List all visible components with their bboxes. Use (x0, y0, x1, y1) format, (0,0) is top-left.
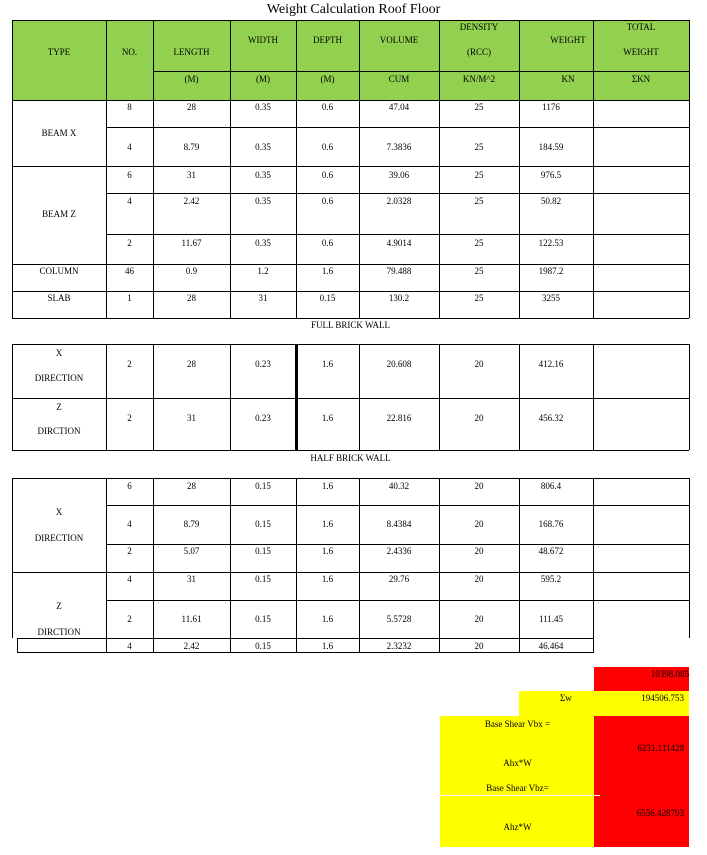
cell-volume: 4.9014 (386, 238, 412, 248)
cell-density: 20 (474, 546, 484, 556)
unit-density: KN/M^2 (462, 74, 496, 84)
unit-weight: KN (561, 74, 575, 84)
header-width: WIDTH (248, 35, 278, 45)
cell-length: 2.42 (183, 196, 200, 206)
cell-width: 0.35 (255, 238, 271, 248)
cell-length: 31 (187, 413, 196, 423)
cell-weight: 456.32 (538, 413, 564, 423)
sum-w-value: 194506.753 (641, 693, 684, 703)
header-depth: DEPTH (313, 35, 342, 45)
cell-volume: 20.608 (386, 359, 412, 369)
header-total: TOTAL (626, 22, 656, 32)
group-column: COLUMN (39, 266, 79, 276)
cell-density: 25 (474, 293, 484, 303)
cell-volume: 40.32 (388, 481, 410, 491)
cell-no: 2 (127, 359, 132, 369)
group-slab: SLAB (47, 293, 71, 303)
cell-volume: 2.3232 (386, 641, 412, 651)
cell-length: 28 (187, 359, 196, 369)
cell-weight: 46.464 (538, 641, 564, 651)
cell-length: 31 (187, 574, 196, 584)
cell-weight: 50.82 (540, 196, 562, 206)
cell-length: 8.79 (183, 519, 200, 529)
cell-weight: 111.45 (538, 614, 564, 624)
vbz-value: 6556.428793 (636, 808, 684, 818)
cell-depth: 0.6 (321, 102, 334, 112)
cell-volume: 22.816 (386, 413, 412, 423)
cell-length: 11.61 (181, 614, 202, 624)
cell-length: 28 (187, 102, 196, 112)
cell-depth: 1.6 (321, 413, 334, 423)
cell-weight: 412.16 (538, 359, 564, 369)
cell-volume: 2.0328 (386, 196, 412, 206)
cell-no: 4 (127, 142, 132, 152)
cell-volume: 39.06 (388, 170, 410, 180)
vbx-formula: Ahx*W (503, 758, 532, 768)
cell-width: 0.15 (255, 481, 271, 491)
cell-no: 1 (127, 293, 132, 303)
cell-density: 20 (474, 359, 484, 369)
cell-density: 25 (474, 102, 484, 112)
section-full-brick-wall: FULL BRICK WALL (310, 320, 390, 330)
header-type: TYPE (47, 47, 71, 57)
cell-density: 20 (474, 641, 484, 651)
cell-density: 25 (474, 142, 484, 152)
vbx-value: 6231.111428 (637, 743, 684, 753)
cell-length: 31 (187, 170, 196, 180)
cell-depth: 0.6 (321, 238, 334, 248)
unit-total: ΣKN (631, 74, 651, 84)
group-fbw-z-line1: Z (56, 402, 62, 412)
cell-width: 0.15 (255, 519, 271, 529)
group-hbw-z-line2: DIRCTION (37, 627, 81, 637)
cell-width: 0.35 (255, 102, 271, 112)
cell-depth: 0.6 (321, 196, 334, 206)
cell-no: 2 (127, 238, 132, 248)
header-total-sub: WEIGHT (623, 47, 659, 57)
group-fbw-x-line2: DIRECTION (34, 373, 84, 383)
sum-w-label: Σw (560, 693, 572, 703)
cell-density: 25 (474, 170, 484, 180)
base-shear-value-cell (594, 716, 689, 847)
cell-weight: 1176 (542, 102, 560, 112)
cell-volume: 79.488 (386, 266, 412, 276)
cell-width: 0.35 (255, 196, 271, 206)
cell-width: 0.35 (255, 142, 271, 152)
cell-no: 46 (125, 266, 134, 276)
cell-weight: 48.672 (538, 546, 564, 556)
cell-weight: 595.2 (540, 574, 562, 584)
cell-volume: 29.76 (388, 574, 410, 584)
header-density-sub: (RCC) (466, 47, 491, 57)
cell-volume: 47.04 (388, 102, 410, 112)
cell-width: 31 (258, 293, 268, 303)
cell-width: 0.23 (255, 359, 271, 369)
cell-depth: 1.6 (321, 266, 334, 276)
cell-length: 0.9 (185, 266, 198, 276)
cell-no: 2 (127, 413, 132, 423)
group-beam-z: BEAM Z (42, 209, 76, 219)
group-beam-x: BEAM X (41, 128, 77, 138)
cell-weight: 806.4 (540, 481, 562, 491)
cell-depth: 0.15 (319, 293, 336, 303)
cell-length: 5.07 (183, 546, 200, 556)
cell-depth: 1.6 (321, 574, 334, 584)
cell-volume: 2.4336 (386, 546, 412, 556)
unit-length: (M) (184, 74, 199, 84)
unit-volume: CUM (388, 74, 410, 84)
vbz-label: Base Shear Vbz= (486, 783, 549, 793)
group-fbw-z-line2: DIRCTION (37, 426, 81, 436)
cell-volume: 5.5728 (386, 614, 412, 624)
cell-length: 28 (187, 481, 196, 491)
section-half-brick-wall: HALF BRICK WALL (310, 453, 391, 463)
cell-depth: 1.6 (321, 481, 334, 491)
table-header (12, 20, 689, 100)
cell-density: 20 (474, 614, 484, 624)
cell-length: 11.67 (181, 238, 202, 248)
group-hbw-z-line1: Z (56, 601, 62, 611)
cell-weight: 184.59 (538, 142, 564, 152)
cell-density: 20 (474, 413, 484, 423)
cell-width: 0.15 (255, 574, 271, 584)
cell-density: 20 (474, 481, 484, 491)
cell-depth: 1.6 (321, 359, 334, 369)
cell-width: 1.2 (257, 266, 269, 276)
header-volume: VOLUME (379, 35, 419, 45)
cell-no: 6 (127, 170, 132, 180)
cell-no: 2 (127, 614, 132, 624)
cell-depth: 1.6 (321, 519, 334, 529)
cell-weight: 1987.2 (538, 266, 564, 276)
cell-width: 0.15 (255, 614, 271, 624)
cell-no: 2 (127, 546, 132, 556)
cell-density: 20 (474, 574, 484, 584)
header-length: LENGTH (173, 47, 210, 57)
cell-width: 0.35 (255, 170, 271, 180)
cell-width: 0.15 (255, 641, 271, 651)
group-hbw-x-line1: X (55, 507, 63, 517)
vbx-label: Base Shear Vbx = (484, 719, 551, 729)
cell-weight: 3255 (542, 293, 560, 303)
cell-width: 0.15 (255, 546, 271, 556)
cell-depth: 1.6 (321, 641, 334, 651)
cell-length: 2.42 (183, 641, 200, 651)
header-weight: WEIGHT (550, 35, 586, 45)
cell-no: 8 (127, 102, 132, 112)
cell-density: 25 (474, 196, 484, 206)
cell-depth: 0.6 (321, 142, 334, 152)
cell-no: 4 (127, 519, 132, 529)
header-density: DENSITY (459, 22, 499, 32)
cell-no: 4 (127, 641, 132, 651)
cell-density: 25 (474, 238, 484, 248)
cell-volume: 7.3836 (386, 142, 412, 152)
cell-weight: 976.5 (540, 170, 562, 180)
cell-length: 8.79 (183, 142, 200, 152)
cell-volume: 8.4384 (386, 519, 412, 529)
cell-no: 6 (127, 481, 132, 491)
cell-depth: 1.6 (321, 614, 334, 624)
cell-density: 25 (474, 266, 484, 276)
group-hbw-x-line2: DIRECTION (34, 533, 84, 543)
unit-depth: (M) (320, 74, 335, 84)
cell-no: 4 (127, 574, 132, 584)
cell-density: 20 (474, 519, 484, 529)
unit-width: (M) (256, 74, 270, 84)
cell-volume: 130.2 (388, 293, 410, 303)
cell-weight: 168.76 (538, 519, 564, 529)
cell-width: 0.23 (255, 413, 271, 423)
cell-depth: 0.6 (321, 170, 334, 180)
header-no: NO. (121, 47, 138, 57)
cell-depth: 1.6 (321, 546, 334, 556)
vbz-formula: Ahz*W (503, 822, 532, 832)
cell-length: 28 (187, 293, 196, 303)
group-fbw-x-line1: X (55, 348, 63, 358)
cell-no: 4 (127, 196, 132, 206)
total-weight-value: 10398.085 (650, 669, 689, 679)
page-title: Weight Calculation Roof Floor (266, 2, 441, 17)
cell-weight: 122.53 (538, 238, 564, 248)
